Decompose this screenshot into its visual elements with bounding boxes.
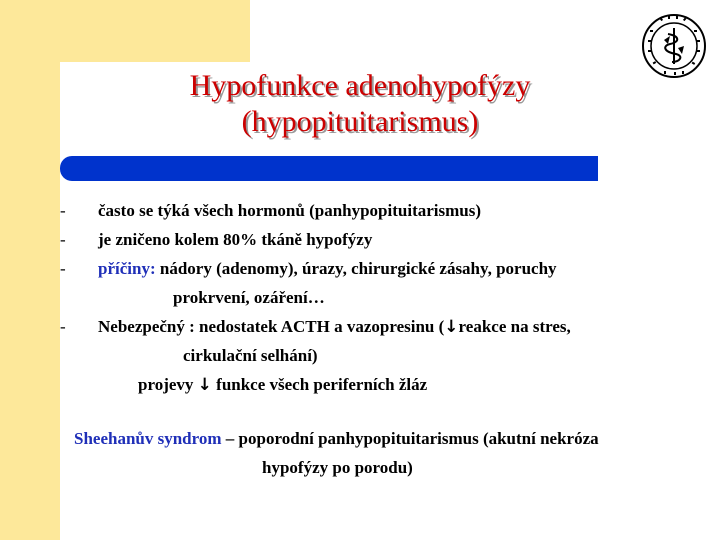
bullet-text: prokrvení, ozáření… bbox=[173, 288, 325, 307]
list-item-continuation bbox=[60, 283, 700, 312]
bullet-text bbox=[98, 254, 557, 283]
bullet-dash: - bbox=[60, 317, 66, 336]
causes-label: příčiny: bbox=[98, 259, 156, 278]
sheehan-label: Sheehanův syndrom bbox=[74, 429, 222, 448]
title-line-2: (hypopituitarismus) bbox=[241, 105, 479, 138]
bullet-text bbox=[98, 312, 571, 342]
accent-bar bbox=[60, 156, 598, 181]
danger-text: Nebezpečný : nedostatek ACTH a vazopresinu ( bbox=[98, 317, 445, 336]
bullet-text: je zničeno kolem 80% tkáně hypofýzy bbox=[98, 230, 373, 249]
sheehan-note bbox=[74, 424, 704, 482]
slide-title bbox=[60, 68, 660, 140]
title-line-1: Hypofunkce adenohypofýzy bbox=[189, 69, 531, 102]
bullet-dash: - bbox=[60, 230, 66, 249]
list-item bbox=[60, 312, 700, 341]
bullet-dash: - bbox=[60, 201, 66, 220]
list-item bbox=[60, 254, 700, 283]
down-arrow-icon: ↓ bbox=[444, 317, 459, 337]
list-item-continuation bbox=[60, 370, 700, 399]
list-item bbox=[60, 225, 700, 254]
danger-text-end: reakce na stres, bbox=[458, 317, 571, 336]
bullet-list bbox=[60, 196, 700, 399]
bullet-text: cirkulační selhání) bbox=[183, 346, 318, 365]
bullet-text: často se týká všech hormonů (panhypopituitarismus) bbox=[98, 201, 482, 220]
symptoms-text-end: funkce všech periferních žláz bbox=[211, 375, 428, 394]
list-item-continuation bbox=[60, 341, 700, 370]
sheehan-text-cont: hypofýzy po porodu) bbox=[262, 458, 413, 477]
background-band bbox=[0, 0, 60, 540]
background-corner bbox=[0, 0, 250, 62]
list-item bbox=[60, 196, 700, 225]
symptoms-text: projevy bbox=[138, 375, 198, 394]
bullet-text bbox=[138, 370, 427, 400]
sheehan-text: – poporodní panhypopituitarismus (akutní nekróza bbox=[221, 429, 599, 448]
causes-text: nádory (adenomy), úrazy, chirurgické zásahy, poruchy bbox=[155, 259, 557, 278]
bullet-dash: - bbox=[60, 259, 66, 278]
down-arrow-icon: ↓ bbox=[197, 375, 212, 395]
